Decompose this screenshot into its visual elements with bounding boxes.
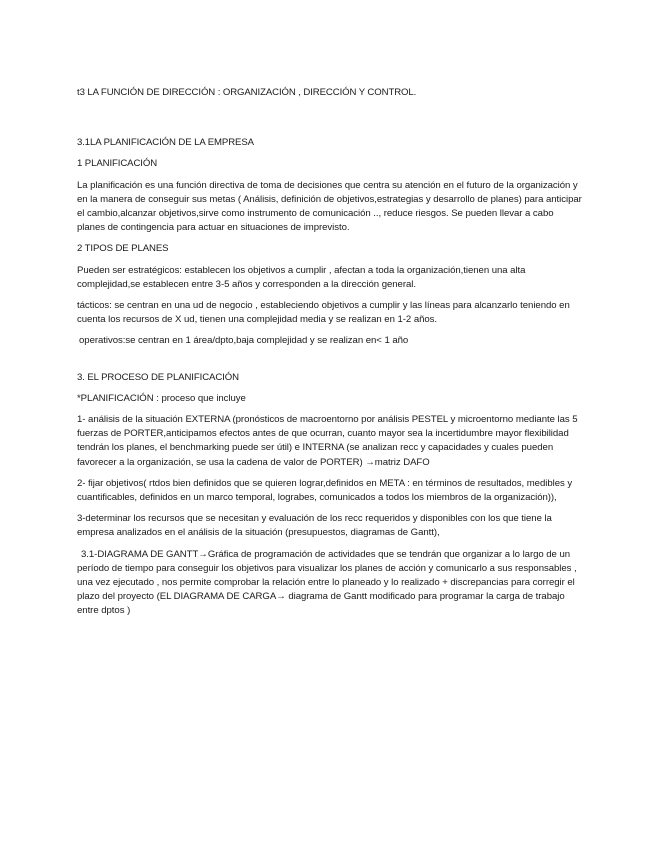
paragraph-step-2-objetivos: 2- fijar objetivos( rtdos bien definidos que se quieren lograr,definidos en META : en términos de resultados, medibles y cuantificables, definidos en un marco temporal, lograbes, comunicados a todos los miembros de la organización)), — [77, 477, 573, 504]
paragraph-step-1-analisis: 1- análisis de la situación EXTERNA (pronósticos de macroentorno por análisis PESTEL y microentorno mediante las 5 fuerzas de PORTER,anticipamos efectos antes de que ocurran, cuanto mayor sea la incertidumbre mayor flexibilidad tendrán los planes, el benchmarking puede ser útil) e INTERNA (se analizan recc y capacidades y cuales pueden favorecer a la organización, se usa la cadena de valor de PORTER) →matriz DAFO — [77, 414, 578, 468]
paragraph-proceso-intro: *PLANIFICACIÓN : proceso que incluye — [77, 392, 246, 404]
paragraph-diagrama-gantt: 3.1-DIAGRAMA DE GANTT→Gráfica de programación de actividades que se tendrán que organizar a lo largo de un período de tiempo para conseguir los objetivos para visualizar los planes de acción y comunicarlo a sus responsables , una vez ejecutado , nos permite comprobar la relación entre lo planeado y lo realizado + discrepancias para corregir el plazo del proyecto (EL DIAGRAMA DE CARGA→ diagrama de Gantt modificado para programar la carga de trabajo entre dptos ) — [77, 548, 577, 617]
section-heading-planificacion-empresa: 3.1LA PLANIFICACIÓN DE LA EMPRESA — [77, 137, 254, 149]
paragraph-estrategicos: Pueden ser estratégicos: establecen los objetivos a cumplir , afectan a toda la organización,tienen una alta complejidad,se establecen entre 3-5 años y corresponden a la dirección general. — [77, 264, 526, 290]
document-title: t3 LA FUNCIÓN DE DIRECCIÓN : ORGANIZACIÓN , DIRECCIÓN Y CONTROL. — [77, 87, 417, 98]
paragraph-tacticos: tácticos: se centran en una ud de negocio , estableciendo objetivos a cumplir y las líneas para alcanzarlo teniendo en cuenta los recursos de X ud, tienen una complejidad media y se realizan en 1-2 años. — [77, 300, 570, 326]
paragraph-planificacion: La planificación es una función directiva de toma de decisiones que centra su atención en el futuro de la organización y en la manera de conseguir sus metas ( Análisis, definición de objetivos,estrategias y desarrollo de planes) para anticipar el cambio,alcanzar objetivos,sirve como instrumento de comunicación .., reduce riesgos. Se pueden llevar a cabo planes de contingencia para actuar en situaciones de imprevisto. — [77, 179, 582, 234]
section-heading-proceso-planificacion: 3. EL PROCESO DE PLANIFICACIÓN — [77, 371, 239, 383]
document-body — [77, 86, 582, 626]
paragraph-operativos: operativos:se centran en 1 área/dpto,baja complejidad y se realizan en< 1 año — [79, 335, 409, 347]
subheading-planificacion: 1 PLANIFICACIÓN — [77, 158, 158, 170]
subheading-tipos-de-planes: 2 TIPOS DE PLANES — [77, 243, 169, 255]
paragraph-step-3-recursos: 3-determinar los recursos que se necesitan y evaluación de los recc requeridos y disponibles con los que tiene la empresa analizados en el análisis de la situación (presupuestos, diagramas de Gantt), — [77, 513, 552, 539]
